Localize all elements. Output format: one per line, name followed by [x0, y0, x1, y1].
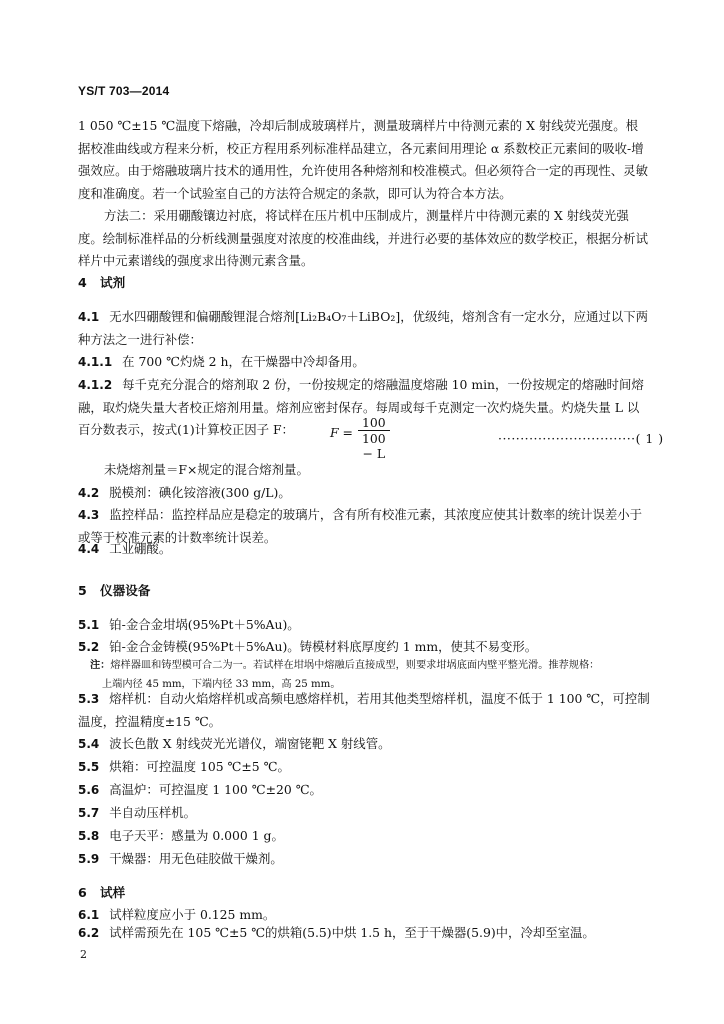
clause-5-7 [78, 802, 650, 825]
clause-text: 试样需预先在 105 ℃±5 ℃的烘箱(5.5)中烘 1.5 h，至于干燥器(5.9)中，冷却至室温。 [109, 925, 595, 940]
formula-fraction [358, 415, 390, 461]
clause-number: 5.5 [78, 760, 100, 774]
clause-text: 无水四硼酸锂和偏硼酸锂混合熔剂[Li₂B₄O₇＋LiBO₂]，优级纯，熔剂含有一定水分，应通过以下两种方法之一进行补偿： [78, 309, 649, 347]
clause-4-1-1 [78, 351, 650, 374]
formula-denominator: 100 − L [362, 431, 386, 461]
clause-text: 电子天平：感量为 0.000 1 g。 [109, 828, 284, 843]
clause-text: 熔样机：自动火焰熔样机或高频电感熔样机，若用其他类型熔样机，温度不低于 1 100 ℃，可控制温度，控温精度±15 ℃。 [78, 691, 650, 729]
formula-leader-dots: ······························· [498, 431, 636, 446]
clause-number: 5.9 [78, 852, 100, 866]
clause-5-5 [78, 756, 650, 779]
formula-1 [330, 415, 386, 461]
clause-number: 4.1.2 [78, 378, 113, 392]
clause-text: 每千克充分混合的熔剂取 2 份，一份按规定的熔融温度熔融 10 min，一份按规定的熔融时间熔融，取灼烧失量大者校正熔剂用量。熔剂应密封保存。每周或每千克测定一次灼烧失量。灼烧失量 L 以百分数表示，按式(1)计算校正因子 F： [78, 377, 644, 437]
section-title: 仪器设备 [100, 583, 151, 598]
intro-paragraph-2 [78, 205, 650, 273]
note-label: 注： [90, 660, 111, 671]
formula-lhs: F = [330, 425, 353, 440]
clause-number: 4.2 [78, 486, 100, 500]
clause-text: 工业硼酸。 [109, 541, 172, 556]
clause-number: 4.4 [78, 542, 100, 556]
clause-5-1 [78, 614, 650, 637]
clause-number: 5.1 [78, 618, 100, 632]
section-6-heading [78, 882, 125, 901]
unburned-flux-note [104, 459, 650, 482]
clause-5-8 [78, 825, 650, 848]
clause-5-6 [78, 779, 650, 802]
section-title: 试样 [100, 885, 126, 900]
clause-number: 4.1 [78, 310, 100, 324]
section-5-heading [78, 580, 150, 599]
intro-paragraph-1 [78, 115, 650, 205]
clause-number: 5.2 [78, 640, 100, 654]
standard-code-header: YS/T 703—2014 [78, 84, 170, 98]
clause-number: 5.4 [78, 737, 100, 751]
clause-text: 烘箱：可控温度 105 ℃±5 ℃。 [109, 759, 290, 774]
section-title: 试剂 [100, 275, 126, 290]
clause-5-9 [78, 848, 650, 871]
note-text-line-1: 熔样器皿和铸型模可合二为一。若试样在坩埚中熔融后直接成型，则要求坩埚底面内壁平整光滑。推荐规格： [110, 660, 600, 671]
section-number: 5 [78, 583, 87, 598]
formula-equation-number: ( 1 ) [635, 431, 664, 446]
clause-number: 4.3 [78, 508, 100, 522]
formula-number [498, 431, 664, 446]
clause-4-2 [78, 482, 650, 505]
clause-5-3 [78, 688, 650, 733]
formula-numerator: 100 [358, 415, 390, 431]
clause-number: 6.1 [78, 908, 100, 922]
clause-text: 在 700 ℃灼烧 2 h，在干燥器中冷却备用。 [122, 354, 365, 369]
page-number: 2 [80, 948, 87, 961]
clause-text: 监控样品：监控样品应是稳定的玻璃片，含有所有校准元素，其浓度应使其计数率的统计误差小于或等于校准元素的计数率统计误差。 [78, 507, 643, 545]
clause-text: 干燥器：用无色硅胶做干燥剂。 [109, 851, 283, 866]
clause-4-4 [78, 538, 650, 561]
clause-number: 6.2 [78, 926, 100, 940]
clause-text: 铂-金合金坩埚(95%Pt＋5%Au)。 [109, 617, 300, 632]
intro-text-1: 1 050 ℃±15 ℃温度下熔融，冷却后制成玻璃样片，测量玻璃样片中待测元素的 X 射线荧光强度。根据校准曲线或方程来分析，校正方程用系列标准样品建立，各元素间用理论 α 系数校正元素间的吸收-增强效应。由于熔融玻璃片技术的通用性，允许使用各种熔剂和校准模式。但必须符合一定的再现性、灵敏度和准确度。若一个试验室自己的方法符合规定的条款，即可认为符合本方法。 [78, 118, 648, 201]
clause-number: 5.7 [78, 806, 100, 820]
section-number: 4 [78, 275, 87, 290]
clause-4-1 [78, 306, 650, 351]
clause-text: 铂-金合金铸模(95%Pt＋5%Au)。铸模材料底厚度约 1 mm，使其不易变形。 [109, 639, 538, 654]
clause-number: 5.3 [78, 692, 100, 706]
clause-number: 4.1.1 [78, 355, 113, 369]
clause-text: 脱模剂：碘化铵溶液(300 g/L)。 [109, 485, 291, 500]
clause-text: 高温炉：可控温度 1 100 ℃±20 ℃。 [109, 782, 322, 797]
section-number: 6 [78, 885, 87, 900]
clause-number: 5.6 [78, 783, 100, 797]
clause-text: 未烧熔剂量＝F×规定的混合熔剂量。 [104, 462, 309, 477]
clause-text: 波长色散 X 射线荧光光谱仪，端窗铑靶 X 射线管。 [109, 736, 391, 751]
clause-text: 半自动压样机。 [109, 805, 196, 820]
clause-text: 试样粒度应小于 0.125 mm。 [109, 907, 276, 922]
intro-text-2: 方法二：采用硼酸镶边衬底，将试样在压片机中压制成片，测量样片中待测元素的 X 射线荧光强度。绘制标准样品的分析线测量强度对浓度的校准曲线，并进行必要的基体效应的数学校正，根据分析试样片中元素谱线的强度求出待测元素含量。 [78, 208, 648, 268]
clause-number: 5.8 [78, 829, 100, 843]
section-4-heading [78, 272, 125, 291]
note-text-line-2: 上端内径 45 mm，下端内径 33 mm，高 25 mm。 [102, 679, 341, 690]
clause-5-4 [78, 733, 650, 756]
clause-6-2 [78, 922, 650, 945]
